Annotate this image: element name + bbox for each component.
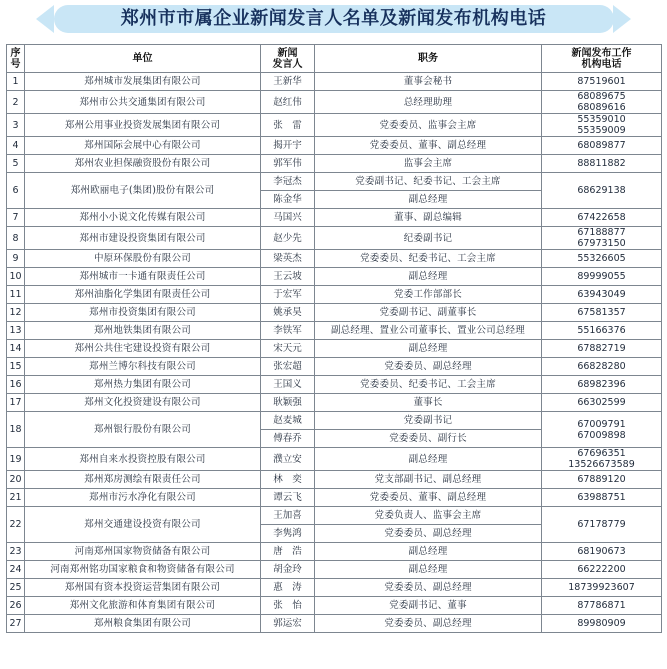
cell-position: 党委委员、董事、副总经理 <box>315 489 542 507</box>
cell-position: 副总经理、置业公司董事长、置业公司总经理 <box>315 322 542 340</box>
header-position: 职务 <box>315 45 542 73</box>
cell-no: 11 <box>7 286 25 304</box>
cell-unit: 郑州热力集团有限公司 <box>25 376 261 394</box>
cell-position: 副总经理 <box>315 543 542 561</box>
cell-unit: 郑州兰博尔科技有限公司 <box>25 358 261 376</box>
cell-position: 副总经理 <box>315 448 542 471</box>
cell-position: 党委委员、副总经理 <box>315 579 542 597</box>
header-phone: 新闻发布工作 机构电话 <box>542 45 662 73</box>
cell-phone <box>542 412 662 448</box>
cell-no: 22 <box>7 507 25 543</box>
cell-unit: 郑州文化旅游和体育集团有限公司 <box>25 597 261 615</box>
table-row <box>7 412 662 430</box>
cell-spokesperson: 赵红伟 <box>261 91 315 114</box>
cell-phone: 18739923607 <box>542 579 662 597</box>
phone-number: 67973150 <box>577 238 626 249</box>
table-row <box>7 173 662 191</box>
cell-spokesperson: 梁英杰 <box>261 250 315 268</box>
cell-unit: 河南郑州国家物资储备有限公司 <box>25 543 261 561</box>
cell-position: 党支部副书记、副总经理 <box>315 471 542 489</box>
spokesperson-table <box>6 44 662 633</box>
cell-position: 纪委副书记 <box>315 227 542 250</box>
cell-unit: 郑州城市一卡通有限责任公司 <box>25 268 261 286</box>
cell-phone: 55166376 <box>542 322 662 340</box>
cell-unit: 郑州交通建设投资有限公司 <box>25 507 261 543</box>
cell-no: 13 <box>7 322 25 340</box>
cell-unit: 郑州市建设投资集团有限公司 <box>25 227 261 250</box>
cell-unit: 郑州国际会展中心有限公司 <box>25 137 261 155</box>
cell-spokesperson: 濮立安 <box>261 448 315 471</box>
table-row <box>7 507 662 525</box>
table-row <box>7 227 662 250</box>
table-row <box>7 376 662 394</box>
cell-spokesperson: 宋天元 <box>261 340 315 358</box>
cell-phone: 63943049 <box>542 286 662 304</box>
cell-phone: 68982396 <box>542 376 662 394</box>
cell-unit: 中原环保股份有限公司 <box>25 250 261 268</box>
cell-unit: 郑州市投资集团有限公司 <box>25 304 261 322</box>
cell-position: 党委负责人、监事会主席 <box>315 507 542 525</box>
cell-phone: 67422658 <box>542 209 662 227</box>
cell-no: 14 <box>7 340 25 358</box>
cell-spokesperson: 李冠杰 <box>261 173 315 191</box>
table-row <box>7 114 662 137</box>
cell-no: 27 <box>7 615 25 633</box>
header-no: 序 号 <box>7 45 25 73</box>
cell-position: 党委副书记、纪委书记、工会主席 <box>315 173 542 191</box>
phone-number: 55359010 <box>577 114 626 125</box>
cell-unit: 郑州银行股份有限公司 <box>25 412 261 448</box>
cell-position: 党委委员、副总经理 <box>315 615 542 633</box>
cell-phone: 89980909 <box>542 615 662 633</box>
cell-unit: 郑州市公共交通集团有限公司 <box>25 91 261 114</box>
table-row <box>7 286 662 304</box>
cell-position: 党委委员、副总经理 <box>315 525 542 543</box>
cell-spokesperson: 郭军伟 <box>261 155 315 173</box>
cell-phone <box>542 448 662 471</box>
cell-spokesperson: 张 怡 <box>261 597 315 615</box>
phone-number: 67009791 <box>577 418 626 430</box>
cell-spokesperson: 王新华 <box>261 73 315 91</box>
table-row <box>7 322 662 340</box>
cell-position: 总经理助理 <box>315 91 542 114</box>
table-row <box>7 579 662 597</box>
cell-phone: 67889120 <box>542 471 662 489</box>
phone-number: 67009898 <box>577 429 626 441</box>
cell-no: 3 <box>7 114 25 137</box>
table-row <box>7 394 662 412</box>
header-spokesperson: 新闻 发言人 <box>261 45 315 73</box>
cell-no: 20 <box>7 471 25 489</box>
cell-no: 10 <box>7 268 25 286</box>
cell-spokesperson: 唐 浩 <box>261 543 315 561</box>
cell-position: 董事长 <box>315 394 542 412</box>
table-header-row <box>7 45 662 73</box>
cell-position: 党委委员、纪委书记、工会主席 <box>315 250 542 268</box>
cell-phone: 67882719 <box>542 340 662 358</box>
cell-no: 1 <box>7 73 25 91</box>
cell-no: 15 <box>7 358 25 376</box>
cell-position: 党委副书记、副董事长 <box>315 304 542 322</box>
cell-spokesperson: 姚承昊 <box>261 304 315 322</box>
phone-number: 67188877 <box>577 227 626 238</box>
cell-position: 董事会秘书 <box>315 73 542 91</box>
cell-no: 17 <box>7 394 25 412</box>
phone-number: 67696351 <box>577 448 626 459</box>
cell-position: 监事会主席 <box>315 155 542 173</box>
cell-unit: 郑州粮食集团有限公司 <box>25 615 261 633</box>
cell-position: 副总经理 <box>315 191 542 209</box>
cell-position: 副总经理 <box>315 268 542 286</box>
cell-unit: 郑州市污水净化有限公司 <box>25 489 261 507</box>
cell-position: 党委委员、副行长 <box>315 430 542 448</box>
cell-spokesperson: 胡金玲 <box>261 561 315 579</box>
table-row <box>7 489 662 507</box>
cell-position: 副总经理 <box>315 340 542 358</box>
cell-no: 25 <box>7 579 25 597</box>
cell-position: 党委副书记、董事 <box>315 597 542 615</box>
cell-phone: 55326605 <box>542 250 662 268</box>
table-row <box>7 340 662 358</box>
cell-unit: 郑州公共住宅建设投资有限公司 <box>25 340 261 358</box>
cell-no: 2 <box>7 91 25 114</box>
cell-spokesperson: 揭开宇 <box>261 137 315 155</box>
cell-no: 12 <box>7 304 25 322</box>
cell-no: 19 <box>7 448 25 471</box>
cell-phone <box>542 114 662 137</box>
page-title: 郑州市市属企业新闻发言人名单及新闻发布机构电话 <box>120 8 547 29</box>
cell-spokesperson: 于宏军 <box>261 286 315 304</box>
phone-number: 68089675 <box>577 91 626 102</box>
cell-unit: 郑州油脂化学集团有限责任公司 <box>25 286 261 304</box>
cell-spokesperson: 李铁军 <box>261 322 315 340</box>
cell-spokesperson: 赵少先 <box>261 227 315 250</box>
cell-spokesperson: 王云坡 <box>261 268 315 286</box>
cell-spokesperson: 张 雷 <box>261 114 315 137</box>
table-row <box>7 543 662 561</box>
cell-no: 21 <box>7 489 25 507</box>
cell-spokesperson: 王国义 <box>261 376 315 394</box>
cell-phone: 89999055 <box>542 268 662 286</box>
cell-no: 8 <box>7 227 25 250</box>
cell-spokesperson: 马国兴 <box>261 209 315 227</box>
cell-no: 16 <box>7 376 25 394</box>
cell-phone <box>542 227 662 250</box>
cell-unit: 郑州欧丽电子(集团)股份有限公司 <box>25 173 261 209</box>
cell-unit: 郑州城市发展集团有限公司 <box>25 73 261 91</box>
cell-no: 4 <box>7 137 25 155</box>
cell-unit: 郑州文化投资建设有限公司 <box>25 394 261 412</box>
cell-phone: 67178779 <box>542 507 662 543</box>
phone-number: 55359009 <box>577 125 626 136</box>
cell-no: 23 <box>7 543 25 561</box>
cell-phone: 68190673 <box>542 543 662 561</box>
cell-spokesperson: 张宏超 <box>261 358 315 376</box>
cell-spokesperson: 耿颖强 <box>261 394 315 412</box>
cell-unit: 郑州地铁集团有限公司 <box>25 322 261 340</box>
cell-position: 党委委员、监事会主席 <box>315 114 542 137</box>
table-row <box>7 304 662 322</box>
cell-position: 党委委员、董事、副总经理 <box>315 137 542 155</box>
cell-no: 6 <box>7 173 25 209</box>
cell-phone: 87786871 <box>542 597 662 615</box>
cell-position: 党委委员、副总经理 <box>315 358 542 376</box>
table-row <box>7 250 662 268</box>
cell-unit: 郑州国有资本投资运营集团有限公司 <box>25 579 261 597</box>
cell-unit: 郑州农业担保融资股份有限公司 <box>25 155 261 173</box>
cell-no: 26 <box>7 597 25 615</box>
cell-phone: 66828280 <box>542 358 662 376</box>
cell-position: 副总经理 <box>315 561 542 579</box>
phone-number: 68089616 <box>577 102 626 113</box>
table-row <box>7 209 662 227</box>
cell-phone: 88811882 <box>542 155 662 173</box>
cell-phone: 66302599 <box>542 394 662 412</box>
table-row <box>7 561 662 579</box>
cell-unit: 郑州小小说文化传媒有限公司 <box>25 209 261 227</box>
phone-number: 13526673589 <box>568 459 635 470</box>
cell-phone: 87519601 <box>542 73 662 91</box>
cell-spokesperson: 陈金华 <box>261 191 315 209</box>
table-row <box>7 137 662 155</box>
cell-phone <box>542 91 662 114</box>
cell-position: 党委委员、纪委书记、工会主席 <box>315 376 542 394</box>
cell-phone: 66222200 <box>542 561 662 579</box>
cell-unit: 郑州自来水投资控股有限公司 <box>25 448 261 471</box>
cell-spokesperson: 赵麦城 <box>261 412 315 430</box>
table-row <box>7 268 662 286</box>
cell-phone: 67581357 <box>542 304 662 322</box>
table-body <box>7 73 662 633</box>
cell-spokesperson: 李隽鸿 <box>261 525 315 543</box>
title-banner <box>0 0 667 38</box>
header-unit: 单位 <box>25 45 261 73</box>
cell-spokesperson: 林 奕 <box>261 471 315 489</box>
table-row <box>7 358 662 376</box>
cell-unit: 河南郑州铭功国家粮食和物资储备有限公司 <box>25 561 261 579</box>
cell-no: 5 <box>7 155 25 173</box>
table-row <box>7 615 662 633</box>
cell-spokesperson: 王加喜 <box>261 507 315 525</box>
cell-unit: 郑州公用事业投资发展集团有限公司 <box>25 114 261 137</box>
table-row <box>7 597 662 615</box>
cell-position: 党委副书记 <box>315 412 542 430</box>
cell-phone: 68089877 <box>542 137 662 155</box>
table-row <box>7 91 662 114</box>
cell-spokesperson: 惠 涛 <box>261 579 315 597</box>
cell-position: 党委工作部部长 <box>315 286 542 304</box>
cell-no: 9 <box>7 250 25 268</box>
cell-no: 24 <box>7 561 25 579</box>
table-row <box>7 448 662 471</box>
table-row <box>7 471 662 489</box>
cell-phone: 68629138 <box>542 173 662 209</box>
cell-unit: 郑州郑房测绘有限责任公司 <box>25 471 261 489</box>
cell-spokesperson: 傅春乔 <box>261 430 315 448</box>
cell-no: 18 <box>7 412 25 448</box>
cell-no: 7 <box>7 209 25 227</box>
cell-position: 董事、副总编辑 <box>315 209 542 227</box>
cell-spokesperson: 郭运宏 <box>261 615 315 633</box>
cell-spokesperson: 谭云飞 <box>261 489 315 507</box>
table-row <box>7 73 662 91</box>
cell-phone: 63988751 <box>542 489 662 507</box>
table-row <box>7 155 662 173</box>
